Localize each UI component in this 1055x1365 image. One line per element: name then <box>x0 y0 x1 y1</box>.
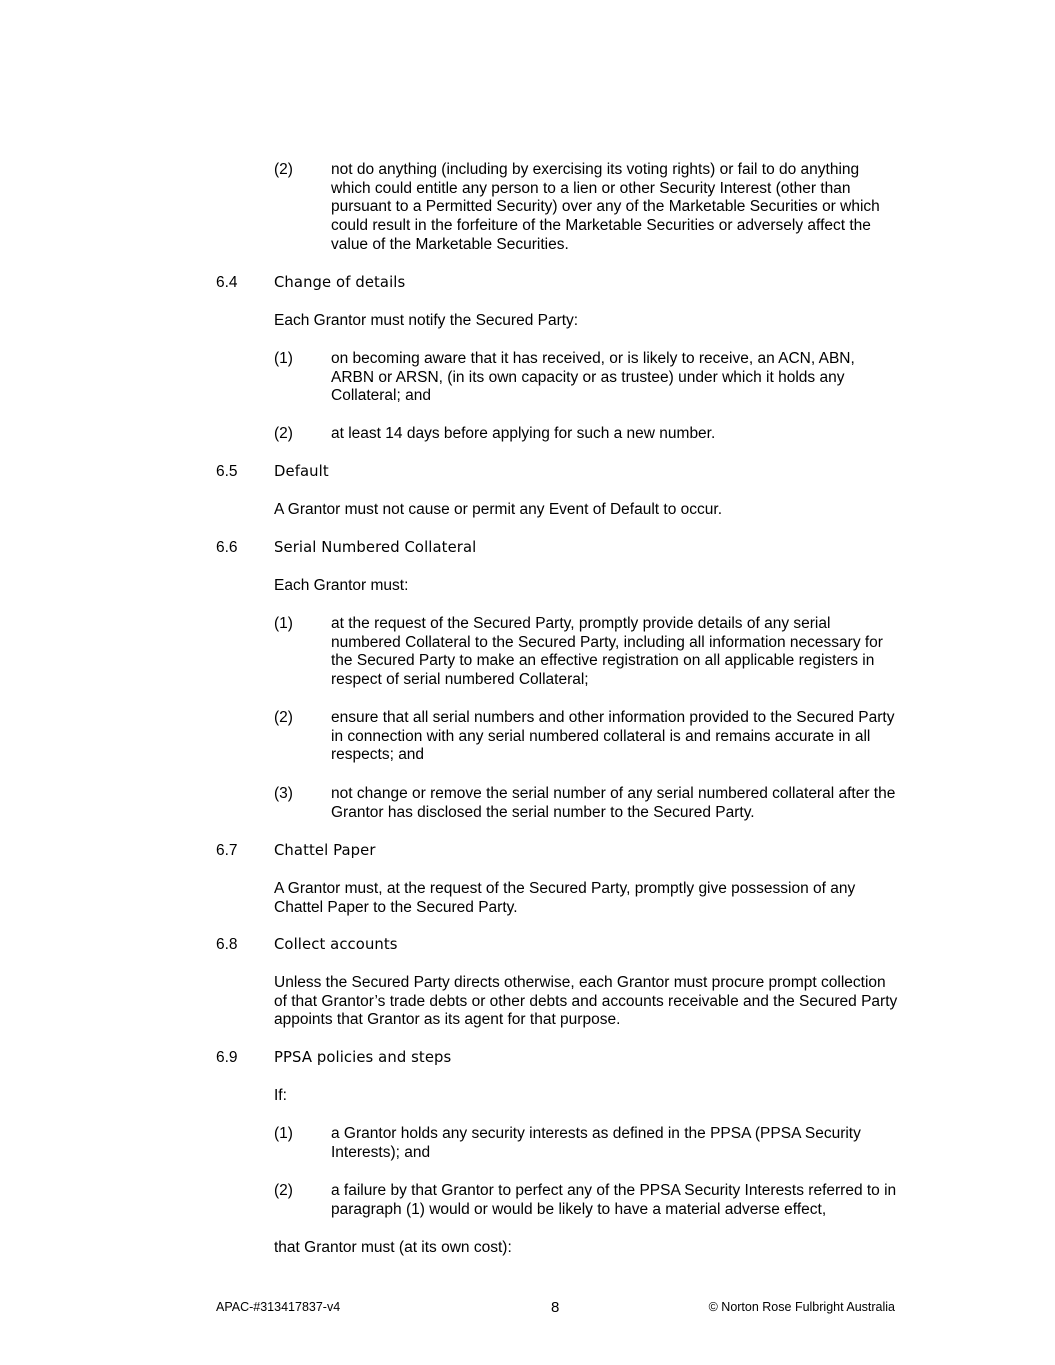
item-text: at the request of the Secured Party, promptly provide details of any serial numbered Collateral to the Secured Party, including all information necessary for the Secured Party to make an effective registration on all applicable registers in respect of serial numbered Collateral; <box>331 615 883 689</box>
item-label: (1) <box>274 1125 293 1142</box>
clause-heading: Chattel Paper <box>274 842 376 859</box>
clause-intro: If: <box>274 1087 287 1104</box>
item-text: on becoming aware that it has received, or is likely to receive, an ACN, ABN, ARBN or ARSN, (in its own capacity or as trustee) under which it holds any Collateral; and <box>331 350 855 405</box>
item-label: (1) <box>274 615 293 632</box>
clause-number: 6.5 <box>216 463 238 480</box>
item-text: a Grantor holds any security interests as defined in the PPSA (PPSA Security Interests); and <box>331 1125 861 1161</box>
clause-intro: Each Grantor must notify the Secured Party: <box>274 312 579 329</box>
clause-text: Unless the Secured Party directs otherwise, each Grantor must procure prompt collection of that Grantor’s trade debts or other debts and accounts receivable and the Secured Party appoints that Grantor as its agent for that purpose. <box>274 974 898 1029</box>
page-number: 8 <box>551 1299 560 1316</box>
item-label: (1) <box>274 350 293 367</box>
clause-number: 6.6 <box>216 539 238 556</box>
item-text: not do anything (including by exercising its voting rights) or fail to do anything which could entitle any person to a lien or other Security Interest (other than pursuant to a Permitted Security) over any of the Marketable Securities or which could result in the forfeiture of the Marketable Securities or adversely affect the value of the Marketable Securities. <box>331 161 880 253</box>
clause-number: 6.7 <box>216 842 238 859</box>
footer-copyright: © Norton Rose Fulbright Australia <box>708 1300 895 1314</box>
clause-heading: Serial Numbered Collateral <box>274 539 477 556</box>
item-text: not change or remove the serial number of any serial numbered collateral after the Grantor has disclosed the serial number to the Secured Party. <box>331 785 896 821</box>
clause-number: 6.9 <box>216 1049 238 1066</box>
item-text: ensure that all serial numbers and other information provided to the Secured Party in connection with any serial numbered collateral is and remains accurate in all respects; and <box>331 709 895 764</box>
clause-heading: Collect accounts <box>274 936 398 953</box>
item-label: (2) <box>274 709 293 726</box>
clause-text: A Grantor must, at the request of the Secured Party, promptly give possession of any Chattel Paper to the Secured Party. <box>274 880 856 916</box>
footer-doc-id: APAC-#313417837-v4 <box>216 1300 341 1314</box>
clause-outro: that Grantor must (at its own cost): <box>274 1239 512 1256</box>
item-text: at least 14 days before applying for such a new number. <box>331 425 716 442</box>
item-text: a failure by that Grantor to perfect any of the PPSA Security Interests referred to in paragraph (1) would or would be likely to have a material adverse effect, <box>331 1182 897 1218</box>
clause-number: 6.4 <box>216 274 238 291</box>
clause-number: 6.8 <box>216 936 238 953</box>
item-label: (2) <box>274 1182 293 1199</box>
clause-heading: Change of details <box>274 274 406 291</box>
clause-heading: Default <box>274 463 329 480</box>
item-label: (3) <box>274 785 293 802</box>
item-label: (2) <box>274 161 293 178</box>
clause-text: A Grantor must not cause or permit any Event of Default to occur. <box>274 501 722 518</box>
item-label: (2) <box>274 425 293 442</box>
clause-heading: PPSA policies and steps <box>274 1049 452 1066</box>
clause-intro: Each Grantor must: <box>274 577 409 594</box>
